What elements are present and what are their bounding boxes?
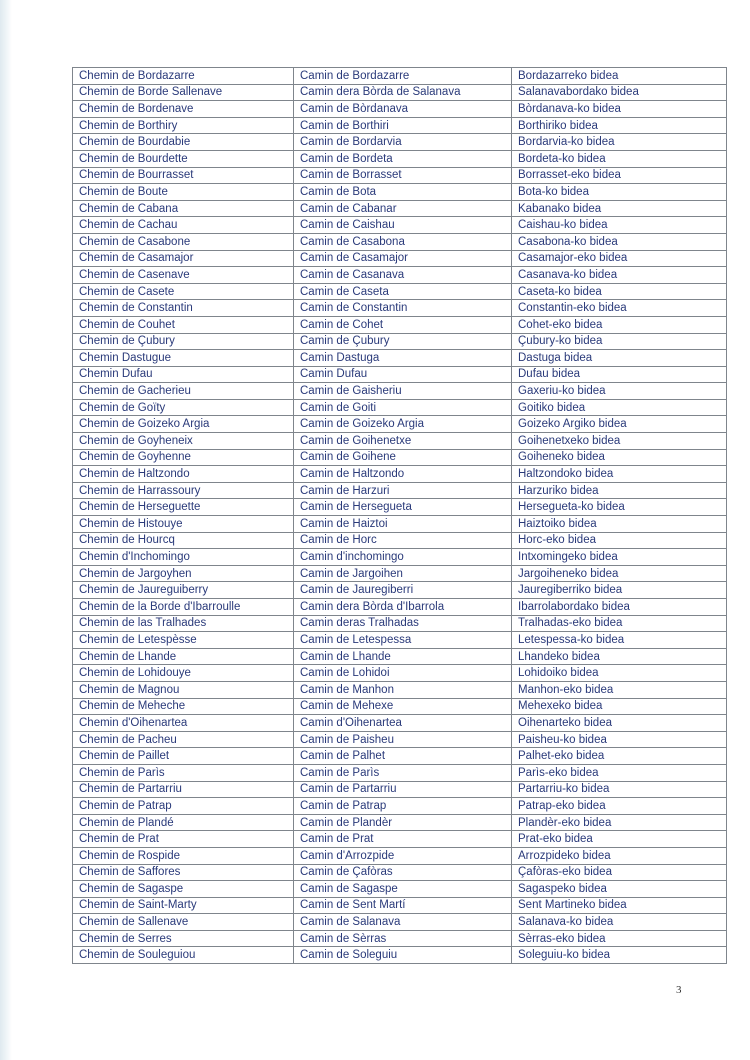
table-row — [73, 665, 727, 682]
french-name-cell: Chemin de Rospide — [73, 847, 294, 864]
french-name-cell: Chemin d'Oihenartea — [73, 715, 294, 732]
french-name-cell: Chemin de Casete — [73, 283, 294, 300]
gascon-name-cell: Camin de Bòrdanava — [294, 101, 512, 118]
table-row — [73, 184, 727, 201]
table-row — [73, 814, 727, 831]
basque-name-cell: Partarriu-ko bidea — [512, 781, 727, 798]
french-name-cell: Chemin de Meheche — [73, 698, 294, 715]
basque-name-cell: Soleguiu-ko bidea — [512, 947, 727, 964]
basque-name-cell: Plandèr-eko bidea — [512, 814, 727, 831]
gascon-name-cell: Camin d'Oihenartea — [294, 715, 512, 732]
basque-name-cell: Goizeko Argiko bidea — [512, 416, 727, 433]
french-name-cell: Chemin de la Borde d'Ibarroulle — [73, 599, 294, 616]
basque-name-cell: Intxomingeko bidea — [512, 549, 727, 566]
table-row — [73, 798, 727, 815]
basque-name-cell: Haltzondoko bidea — [512, 466, 727, 483]
table-row — [73, 532, 727, 549]
gascon-name-cell: Camin de Bordazarre — [294, 68, 512, 85]
basque-name-cell: Haiztoiko bidea — [512, 516, 727, 533]
basque-name-cell: Sent Martineko bidea — [512, 897, 727, 914]
table-row — [73, 549, 727, 566]
french-name-cell: Chemin de Serres — [73, 930, 294, 947]
table-row — [73, 68, 727, 85]
table-row — [73, 283, 727, 300]
gascon-name-cell: Camin de Cabanar — [294, 200, 512, 217]
basque-name-cell: Goihenetxeko bidea — [512, 433, 727, 450]
gascon-name-cell: Camin de Caishau — [294, 217, 512, 234]
basque-name-cell: Palhet-eko bidea — [512, 748, 727, 765]
page-edge-shadow — [0, 0, 12, 1060]
basque-name-cell: Paisheu-ko bidea — [512, 731, 727, 748]
gascon-name-cell: Camin de Lhande — [294, 648, 512, 665]
french-name-cell: Chemin de Prat — [73, 831, 294, 848]
gascon-name-cell: Camin de Çubury — [294, 333, 512, 350]
table-row — [73, 150, 727, 167]
basque-name-cell: Borrasset-eko bidea — [512, 167, 727, 184]
gascon-name-cell: Camin de Bota — [294, 184, 512, 201]
french-name-cell: Chemin de Goyheneix — [73, 433, 294, 450]
french-name-cell: Chemin de Parìs — [73, 764, 294, 781]
gascon-name-cell: Camin de Borthiri — [294, 117, 512, 134]
french-name-cell: Chemin de Constantin — [73, 300, 294, 317]
basque-name-cell: Bordazarreko bidea — [512, 68, 727, 85]
french-name-cell: Chemin de las Tralhades — [73, 615, 294, 632]
table-row — [73, 499, 727, 516]
gascon-name-cell: Camin de Jargoihen — [294, 565, 512, 582]
table-row — [73, 864, 727, 881]
page-number: 3 — [676, 984, 682, 996]
gascon-name-cell: Camin de Çafòras — [294, 864, 512, 881]
gascon-name-cell: Camin de Patrap — [294, 798, 512, 815]
table-row — [73, 681, 727, 698]
french-name-cell: Chemin de Saffores — [73, 864, 294, 881]
basque-name-cell: Borthiriko bidea — [512, 117, 727, 134]
table-row — [73, 267, 727, 284]
gascon-name-cell: Camin de Goihenetxe — [294, 433, 512, 450]
gascon-name-cell: Camin de Letespessa — [294, 632, 512, 649]
french-name-cell: Chemin de Goyhenne — [73, 449, 294, 466]
table-row — [73, 200, 727, 217]
table-row — [73, 101, 727, 118]
gascon-name-cell: Camin de Manhon — [294, 681, 512, 698]
french-name-cell: Chemin de Saint-Marty — [73, 897, 294, 914]
basque-name-cell: Prat-eko bidea — [512, 831, 727, 848]
basque-name-cell: Hersegueta-ko bidea — [512, 499, 727, 516]
gascon-name-cell: Camin de Haiztoi — [294, 516, 512, 533]
table-row — [73, 233, 727, 250]
french-name-cell: Chemin de Lohidouye — [73, 665, 294, 682]
table-row — [73, 781, 727, 798]
french-name-cell: Chemin de Cabana — [73, 200, 294, 217]
street-names-table-container — [72, 67, 726, 964]
french-name-cell: Chemin de Herseguette — [73, 499, 294, 516]
french-name-cell: Chemin de Letespèsse — [73, 632, 294, 649]
basque-name-cell: Kabanako bidea — [512, 200, 727, 217]
table-row — [73, 516, 727, 533]
table-row — [73, 366, 727, 383]
gascon-name-cell: Camin de Harzuri — [294, 482, 512, 499]
basque-name-cell: Bota-ko bidea — [512, 184, 727, 201]
basque-name-cell: Caishau-ko bidea — [512, 217, 727, 234]
french-name-cell: Chemin de Çubury — [73, 333, 294, 350]
french-name-cell: Chemin de Harrassoury — [73, 482, 294, 499]
basque-name-cell: Bordarvia-ko bidea — [512, 134, 727, 151]
gascon-name-cell: Camin de Caseta — [294, 283, 512, 300]
gascon-name-cell: Camin de Mehexe — [294, 698, 512, 715]
table-row — [73, 350, 727, 367]
french-name-cell: Chemin de Bourdette — [73, 150, 294, 167]
french-name-cell: Chemin de Souleguiou — [73, 947, 294, 964]
basque-name-cell: Goitiko bidea — [512, 399, 727, 416]
table-row — [73, 731, 727, 748]
basque-name-cell: Çafòras-eko bidea — [512, 864, 727, 881]
french-name-cell: Chemin d'Inchomingo — [73, 549, 294, 566]
gascon-name-cell: Camin de Lohidoi — [294, 665, 512, 682]
table-row — [73, 897, 727, 914]
french-name-cell: Chemin de Bordenave — [73, 101, 294, 118]
gascon-name-cell: Camin de Partarriu — [294, 781, 512, 798]
french-name-cell: Chemin de Cachau — [73, 217, 294, 234]
gascon-name-cell: Camin de Sèrras — [294, 930, 512, 947]
french-name-cell: Chemin de Boute — [73, 184, 294, 201]
gascon-name-cell: Camin de Soleguiu — [294, 947, 512, 964]
basque-name-cell: Parìs-eko bidea — [512, 764, 727, 781]
basque-name-cell: Patrap-eko bidea — [512, 798, 727, 815]
french-name-cell: Chemin de Paillet — [73, 748, 294, 765]
french-name-cell: Chemin de Gacherieu — [73, 383, 294, 400]
gascon-name-cell: Camin de Salanava — [294, 914, 512, 931]
gascon-name-cell: Camin de Goihene — [294, 449, 512, 466]
table-row — [73, 84, 727, 101]
basque-name-cell: Goiheneko bidea — [512, 449, 727, 466]
table-row — [73, 433, 727, 450]
gascon-name-cell: Camin de Borrasset — [294, 167, 512, 184]
french-name-cell: Chemin de Bourdabie — [73, 134, 294, 151]
french-name-cell: Chemin de Goïty — [73, 399, 294, 416]
gascon-name-cell: Camin de Horc — [294, 532, 512, 549]
basque-name-cell: Letespessa-ko bidea — [512, 632, 727, 649]
gascon-name-cell: Camin d'inchomingo — [294, 549, 512, 566]
basque-name-cell: Harzuriko bidea — [512, 482, 727, 499]
table-row — [73, 648, 727, 665]
gascon-name-cell: Camin dera Bòrda d'Ibarrola — [294, 599, 512, 616]
french-name-cell: Chemin de Bordazarre — [73, 68, 294, 85]
basque-name-cell: Tralhadas-eko bidea — [512, 615, 727, 632]
basque-name-cell: Casamajor-eko bidea — [512, 250, 727, 267]
basque-name-cell: Jauregiberriko bidea — [512, 582, 727, 599]
table-row — [73, 134, 727, 151]
table-row — [73, 947, 727, 964]
gascon-name-cell: Camin de Goizeko Argia — [294, 416, 512, 433]
table-row — [73, 632, 727, 649]
basque-name-cell: Horc-eko bidea — [512, 532, 727, 549]
gascon-name-cell: Camin de Paisheu — [294, 731, 512, 748]
basque-name-cell: Cohet-eko bidea — [512, 316, 727, 333]
table-row — [73, 599, 727, 616]
table-row — [73, 416, 727, 433]
gascon-name-cell: Camin Dastuga — [294, 350, 512, 367]
french-name-cell: Chemin de Pacheu — [73, 731, 294, 748]
basque-name-cell: Casanava-ko bidea — [512, 267, 727, 284]
basque-name-cell: Sèrras-eko bidea — [512, 930, 727, 947]
basque-name-cell: Sagaspeko bidea — [512, 881, 727, 898]
basque-name-cell: Salanavabordako bidea — [512, 84, 727, 101]
gascon-name-cell: Camin de Goiti — [294, 399, 512, 416]
table-row — [73, 615, 727, 632]
gascon-name-cell: Camin dera Bòrda de Salanava — [294, 84, 512, 101]
gascon-name-cell: Camin de Casabona — [294, 233, 512, 250]
french-name-cell: Chemin de Jaureguiberry — [73, 582, 294, 599]
table-row — [73, 167, 727, 184]
table-row — [73, 383, 727, 400]
gascon-name-cell: Camin de Sagaspe — [294, 881, 512, 898]
gascon-name-cell: Camin de Prat — [294, 831, 512, 848]
gascon-name-cell: Camin de Hersegueta — [294, 499, 512, 516]
table-row — [73, 217, 727, 234]
french-name-cell: Chemin de Haltzondo — [73, 466, 294, 483]
french-name-cell: Chemin de Borthiry — [73, 117, 294, 134]
gascon-name-cell: Camin de Palhet — [294, 748, 512, 765]
table-row — [73, 764, 727, 781]
basque-name-cell: Jargoiheneko bidea — [512, 565, 727, 582]
table-row — [73, 565, 727, 582]
table-row — [73, 748, 727, 765]
french-name-cell: Chemin de Goizeko Argia — [73, 416, 294, 433]
gascon-name-cell: Camin de Haltzondo — [294, 466, 512, 483]
french-name-cell: Chemin de Bourrasset — [73, 167, 294, 184]
table-row — [73, 399, 727, 416]
french-name-cell: Chemin de Casamajor — [73, 250, 294, 267]
street-names-table — [72, 67, 727, 964]
french-name-cell: Chemin de Couhet — [73, 316, 294, 333]
gascon-name-cell: Camin de Casanava — [294, 267, 512, 284]
gascon-name-cell: Camin de Cohet — [294, 316, 512, 333]
gascon-name-cell: Camin de Casamajor — [294, 250, 512, 267]
basque-name-cell: Casabona-ko bidea — [512, 233, 727, 250]
basque-name-cell: Lhandeko bidea — [512, 648, 727, 665]
table-row — [73, 117, 727, 134]
gascon-name-cell: Camin Dufau — [294, 366, 512, 383]
gascon-name-cell: Camin de Sent Martí — [294, 897, 512, 914]
gascon-name-cell: Camin de Jauregiberri — [294, 582, 512, 599]
table-row — [73, 466, 727, 483]
gascon-name-cell: Camin de Bordeta — [294, 150, 512, 167]
basque-name-cell: Bordeta-ko bidea — [512, 150, 727, 167]
french-name-cell: Chemin de Patrap — [73, 798, 294, 815]
gascon-name-cell: Camin de Gaisheriu — [294, 383, 512, 400]
table-row — [73, 831, 727, 848]
table-row — [73, 300, 727, 317]
table-row — [73, 449, 727, 466]
basque-name-cell: Lohidoiko bidea — [512, 665, 727, 682]
basque-name-cell: Constantin-eko bidea — [512, 300, 727, 317]
basque-name-cell: Manhon-eko bidea — [512, 681, 727, 698]
basque-name-cell: Ibarrolabordako bidea — [512, 599, 727, 616]
french-name-cell: Chemin de Casenave — [73, 267, 294, 284]
table-row — [73, 914, 727, 931]
gascon-name-cell: Camin de Constantin — [294, 300, 512, 317]
table-row — [73, 582, 727, 599]
table-row — [73, 316, 727, 333]
french-name-cell: Chemin de Casabone — [73, 233, 294, 250]
french-name-cell: Chemin de Borde Sallenave — [73, 84, 294, 101]
french-name-cell: Chemin de Magnou — [73, 681, 294, 698]
french-name-cell: Chemin de Histouye — [73, 516, 294, 533]
basque-name-cell: Bòrdanava-ko bidea — [512, 101, 727, 118]
gascon-name-cell: Camin de Parìs — [294, 764, 512, 781]
table-row — [73, 482, 727, 499]
french-name-cell: Chemin de Hourcq — [73, 532, 294, 549]
french-name-cell: Chemin de Sagaspe — [73, 881, 294, 898]
table-body — [73, 68, 727, 964]
basque-name-cell: Arrozpideko bidea — [512, 847, 727, 864]
basque-name-cell: Caseta-ko bidea — [512, 283, 727, 300]
basque-name-cell: Oihenarteko bidea — [512, 715, 727, 732]
table-row — [73, 847, 727, 864]
gascon-name-cell: Camin deras Tralhadas — [294, 615, 512, 632]
basque-name-cell: Mehexeko bidea — [512, 698, 727, 715]
french-name-cell: Chemin Dastugue — [73, 350, 294, 367]
table-row — [73, 881, 727, 898]
basque-name-cell: Dastuga bidea — [512, 350, 727, 367]
gascon-name-cell: Camin d'Arrozpide — [294, 847, 512, 864]
french-name-cell: Chemin de Jargoyhen — [73, 565, 294, 582]
french-name-cell: Chemin de Lhande — [73, 648, 294, 665]
table-row — [73, 250, 727, 267]
french-name-cell: Chemin de Sallenave — [73, 914, 294, 931]
basque-name-cell: Çubury-ko bidea — [512, 333, 727, 350]
table-row — [73, 715, 727, 732]
french-name-cell: Chemin de Partarriu — [73, 781, 294, 798]
gascon-name-cell: Camin de Plandèr — [294, 814, 512, 831]
basque-name-cell: Gaxeriu-ko bidea — [512, 383, 727, 400]
french-name-cell: Chemin Dufau — [73, 366, 294, 383]
table-row — [73, 698, 727, 715]
french-name-cell: Chemin de Plandé — [73, 814, 294, 831]
table-row — [73, 333, 727, 350]
gascon-name-cell: Camin de Bordarvia — [294, 134, 512, 151]
basque-name-cell: Dufau bidea — [512, 366, 727, 383]
table-row — [73, 930, 727, 947]
basque-name-cell: Salanava-ko bidea — [512, 914, 727, 931]
